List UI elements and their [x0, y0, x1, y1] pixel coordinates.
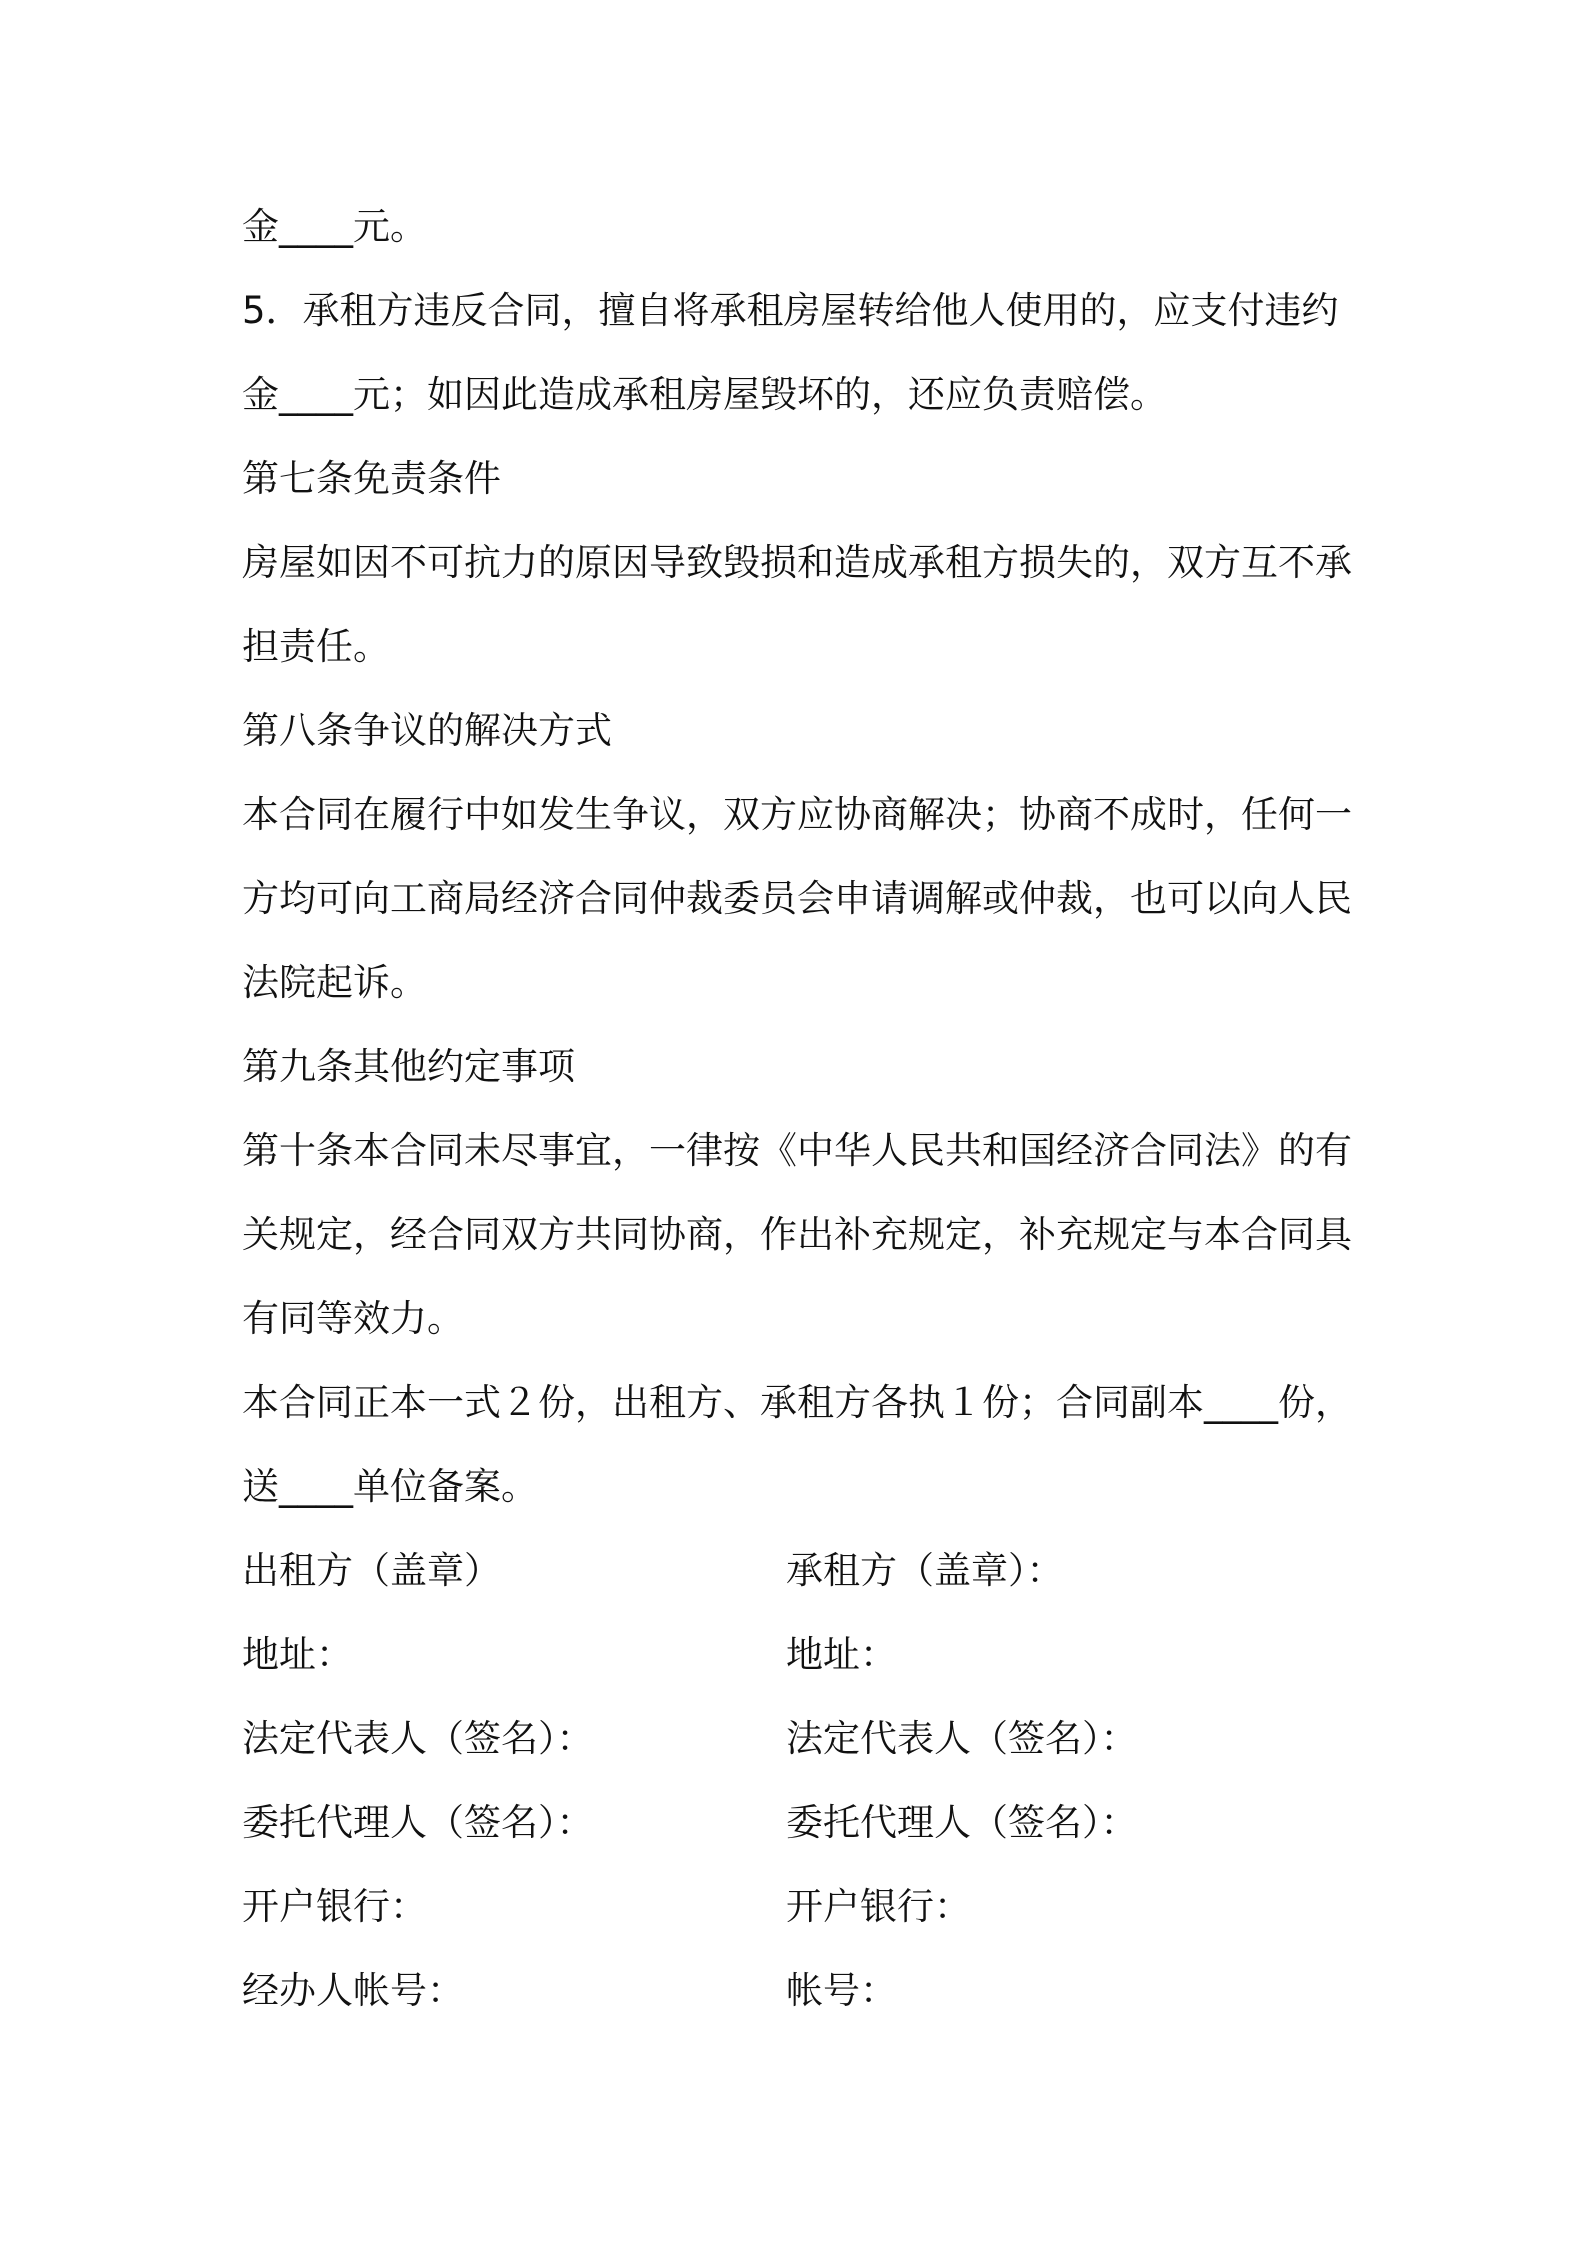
lessee-address-label: 地址：: [786, 1633, 897, 1676]
text-line-article-8: 本合同在履行中如发生争议，双方应协商解决；协商不成时，任何一: [242, 793, 1352, 836]
text-line-penalty-amount: 金____元。: [242, 205, 427, 248]
text-line-clause-5: 5．承租方违反合同，擅自将承租房屋转给他人使用的，应支付违约: [242, 289, 1339, 332]
lessor-seal-label: 出租方（盖章）: [242, 1549, 501, 1592]
text-line-article-10: 第十条本合同未尽事宜，一律按《中华人民共和国经济合同法》的有: [242, 1129, 1352, 1172]
lessee-account-label: 帐号：: [786, 1969, 897, 2012]
heading-article-8: 第八条争议的解决方式: [242, 709, 612, 752]
lessor-account-label: 经办人帐号：: [242, 1969, 464, 2012]
text-line-copies: 本合同正本一式２份，出租方、承租方各执１份；合同副本____份，: [242, 1381, 1352, 1424]
text-line-clause-5-cont: 金____元；如因此造成承租房屋毁坏的，还应负责赔偿。: [242, 373, 1167, 416]
text-line-article-7-cont: 担责任。: [242, 625, 390, 668]
lessor-address-label: 地址：: [242, 1633, 353, 1676]
lessor-legal-rep-label: 法定代表人（签名）：: [242, 1717, 594, 1760]
text-line-article-10-end: 有同等效力。: [242, 1297, 464, 1340]
heading-article-7: 第七条免责条件: [242, 457, 501, 500]
lessor-bank-label: 开户银行：: [242, 1885, 427, 1928]
heading-article-9: 第九条其他约定事项: [242, 1045, 575, 1088]
lessee-bank-label: 开户银行：: [786, 1885, 971, 1928]
lessor-agent-label: 委托代理人（签名）：: [242, 1801, 594, 1844]
lessee-seal-label: 承租方（盖章）：: [786, 1549, 1064, 1592]
text-line-article-8-cont: 方均可向工商局经济合同仲裁委员会申请调解或仲裁，也可以向人民: [242, 877, 1352, 920]
text-line-article-8-end: 法院起诉。: [242, 961, 427, 1004]
lessee-agent-label: 委托代理人（签名）：: [786, 1801, 1138, 1844]
lessee-legal-rep-label: 法定代表人（签名）：: [786, 1717, 1138, 1760]
text-line-filing: 送____单位备案。: [242, 1465, 538, 1508]
text-line-article-10-cont: 关规定，经合同双方共同协商，作出补充规定，补充规定与本合同具: [242, 1213, 1352, 1256]
text-line-article-7: 房屋如因不可抗力的原因导致毁损和造成承租方损失的，双方互不承: [242, 541, 1352, 584]
